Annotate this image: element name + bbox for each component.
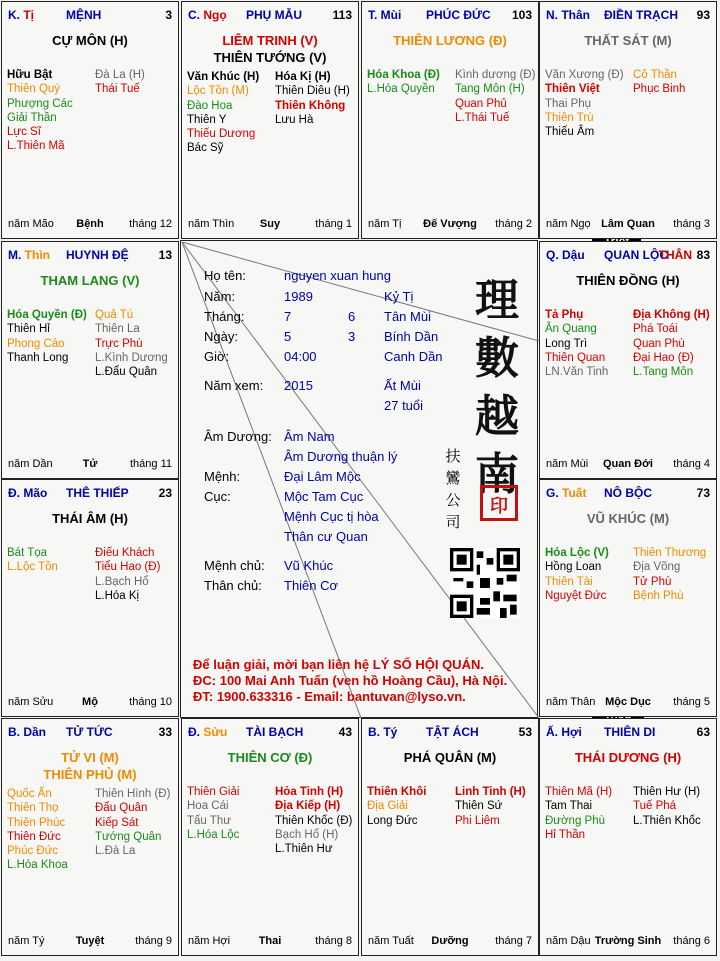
palace-header [188,725,352,741]
info-yinyang: Âm Nam [284,429,335,444]
main-star: LIÊM TRINH (V) [222,33,318,48]
minor-star: L.Tang Môn [633,366,694,379]
minor-star: Ân Quang [545,323,597,336]
minor-star: Hồng Loan [545,561,602,574]
palace-month: tháng 3 [673,218,710,230]
minor-star: Thiên Quý [7,83,61,96]
palace-branch: Q. Dậu [546,248,585,262]
minor-star: L.Bạch Hổ [95,575,149,588]
info-age: 27 tuổi [384,398,424,413]
logo-small-text: 扶 鸞 公 司 [445,447,461,531]
minor-star: Bạch Hổ (H) [275,828,339,841]
palace-month: tháng 11 [129,458,172,470]
palace-number: 113 [332,8,352,22]
palace-suu[interactable] [181,718,359,956]
palace-name: ĐIỀN TRẠCH [604,8,678,22]
qr-code-icon[interactable] [450,548,520,618]
minor-star: L.Hóa Khoa [7,859,68,872]
palace-header [546,725,710,741]
palace-month: tháng 7 [495,935,532,947]
main-stars [540,272,716,289]
info-month-a: 7 [284,309,292,324]
info-thanchu: Thiên Cơ [284,578,339,593]
palace-phase: Đế Vượng [423,218,477,230]
palace-phase: Suy [259,218,281,230]
palace-thin[interactable] [1,241,179,479]
main-stars [182,749,358,766]
minor-star: Thanh Long [7,351,69,364]
minor-star: Phục Binh [633,83,686,96]
palace-branch: C. Ngọ [188,8,227,22]
info-name: nguyen xuan hung [284,268,391,283]
minor-star: Tử Phù [633,575,672,588]
minor-star: L.Lộc Tồn [7,561,58,574]
info-hour-can: Canh Dần [384,349,443,364]
minor-star: Hóa Lộc (V) [545,547,609,559]
palace-name: THIÊN DI [604,725,656,739]
minor-star: Thiên Thọ [7,802,59,815]
minor-star: Đại Hao (Đ) [633,351,694,364]
contact-info [193,657,507,705]
minor-star: Hóa Khoa (Đ) [367,69,440,81]
minor-star: L.Hóa Quyền [367,83,435,96]
palace-name: PHÚC ĐỨC [426,8,491,22]
main-stars [2,32,178,49]
info-month-label: Tháng: [204,309,245,324]
palace-month: tháng 10 [129,696,172,708]
info-hour: 04:00 [284,349,317,364]
palace-header [8,8,172,24]
minor-star: Thái Tuế [95,83,140,96]
minor-star: Kình dương (Đ) [455,69,536,81]
palace-header [368,8,532,24]
minor-star: Địa Giải [367,800,408,813]
main-star: THÁI DƯƠNG (H) [574,750,682,765]
palace-year: năm Mùi [546,458,589,470]
palace-ty2[interactable] [361,718,539,956]
main-star: PHÁ QUÂN (M) [403,750,497,765]
main-stars [362,32,538,49]
minor-star: Phong Cáo [7,337,65,350]
main-star: THAM LANG (V) [40,273,140,288]
minor-star: Hỏa Tinh (H) [275,786,344,798]
minor-star: Long Trì [545,337,588,350]
info-menhchu: Vũ Khúc [284,558,334,573]
minor-star: Tuế Phá [633,800,677,813]
palace-tuat[interactable] [539,479,717,717]
minor-star: Long Đức [367,814,418,827]
minor-star: Bát Tọa [7,547,48,559]
info-yinyang-label: Âm Dương: [204,429,272,444]
info-cuc3: Thân cư Quan [284,529,368,544]
info-hour-label: Giờ: [204,349,230,364]
palace-name: HUYNH ĐỆ [66,248,129,262]
minor-star: Bác Sỹ [187,142,224,155]
main-stars [2,510,178,527]
palace-footer [368,218,532,232]
minor-star: Đẩu Quân [95,802,148,815]
minor-star: Hóa Kị (H) [275,71,331,83]
minor-star: L.Thiên Hư [275,843,333,856]
main-star: THIÊN ĐỒNG (H) [576,273,680,288]
palace-footer [546,935,710,949]
minor-star: Văn Khúc (H) [187,71,260,83]
minor-star: Đào Hoa [187,99,233,112]
palace-phase: Thai [258,935,282,947]
minor-star: L.Thái Tuế [455,111,510,124]
minor-star: Hóa Quyền (Đ) [7,309,87,321]
minor-star: Thiên Phúc [7,816,66,829]
main-stars [540,32,716,49]
minor-star: Văn Xương (Đ) [545,69,624,81]
palace-month: tháng 1 [315,218,352,230]
palace-footer [8,218,172,232]
info-name-label: Họ tên: [204,268,246,283]
minor-star: L.Thiên Khốc [633,814,701,827]
minor-star: Tấu Thư [187,814,231,827]
info-month-can: Tân Mùi [384,309,431,324]
minor-star: Thiên Giải [187,786,240,798]
palace-month: tháng 5 [673,696,710,708]
minor-star: Thiên La [95,323,140,336]
palace-name: TÀI BẠCH [246,725,304,739]
minor-star: LN.Văn Tinh [545,366,609,379]
minor-star: Linh Tinh (H) [455,786,526,798]
minor-star: Thiên Đức [7,830,61,843]
minor-star: Thiên Diêu (H) [275,85,350,98]
minor-star: Thiên Khôi [367,786,427,798]
info-day-label: Ngày: [204,329,238,344]
main-stars [540,510,716,527]
palace-number: 93 [696,8,710,22]
palace-month: tháng 8 [315,935,352,947]
palace-name: TẬT ÁCH [426,725,479,739]
info-cuc2: Mệnh Cục tị hòa [284,509,379,524]
palace-year: năm Tý [8,935,45,947]
info-menhchu-label: Mệnh chủ: [204,558,265,573]
red-seal-icon: 印 [480,485,518,521]
contact-line-2: ĐC: 100 Mai Anh Tuấn (ven hồ Hoàng Cầu), Hà Nội. [193,673,508,688]
palace-footer [546,458,710,472]
palace-month: tháng 6 [673,935,710,947]
minor-star: Thiên Thương [633,547,707,559]
minor-star: Lộc Tồn (M) [187,85,249,98]
main-stars [182,32,358,66]
palace-header [188,8,352,24]
palace-branch: B. Dần [8,725,47,739]
minor-star: Phi Liêm [455,814,500,827]
minor-star: Hoa Cái [187,800,229,813]
palace-number: 13 [158,248,172,262]
main-star: THIÊN PHỦ (M) [43,767,137,782]
info-menh-label: Mệnh: [204,469,241,484]
palace-phase: Quan Đới [603,458,653,470]
palace-name: MỆNH [66,8,102,22]
minor-star: Quả Tú [95,309,134,321]
minor-star: Thiên Sứ [455,800,503,813]
palace-number: 83 [696,248,710,262]
info-yinyang2: Âm Dương thuận lý [284,449,398,464]
minor-star: Cô Thần [633,69,677,81]
palace-header [546,248,710,264]
info-month-b: 6 [348,309,356,324]
info-view-can: Ất Mùi [384,378,421,393]
minor-star: Thiên Trù [545,111,594,124]
palace-month: tháng 2 [495,218,532,230]
palace-year: năm Hợi [188,935,231,947]
minor-star: Địa Không (H) [633,309,710,321]
main-star: THẤT SÁT (M) [584,33,672,48]
palace-phase: Dưỡng [431,935,469,947]
logo-calligraphy: 理 數 越 南 [475,275,519,500]
palace-number: 23 [158,486,172,500]
minor-star: Trực Phù [95,337,143,350]
palace-name: PHỤ MẪU [246,8,302,22]
minor-star: Thai Phụ [545,97,592,110]
main-star: VŨ KHÚC (M) [586,511,670,526]
palace-month: tháng 4 [673,458,710,470]
info-day-b: 3 [348,329,356,344]
palace-phase: Bệnh [76,218,104,230]
palace-footer [546,218,710,232]
minor-star: Thiếu Âm [545,126,595,139]
minor-star: Đường Phù [545,814,605,827]
minor-star: Thiên Y [187,113,227,126]
minor-star: Thiên Hỉ [7,323,50,336]
minor-star: Giải Thần [7,111,57,124]
palace-year: năm Thìn [188,218,235,230]
info-cuc-label: Cục: [204,489,231,504]
main-stars [362,749,538,766]
info-view-label: Năm xem: [204,378,264,393]
minor-star: Kiếp Sát [95,816,139,829]
palace-footer [8,696,172,710]
palace-hoi[interactable] [539,718,717,956]
minor-star: Bệnh Phù [633,589,684,602]
minor-star: Quốc Ấn [7,788,52,800]
palace-year: năm Mão [8,218,54,230]
minor-star: Địa Kiếp (H) [275,800,341,813]
palace-header [8,486,172,502]
palace-name: NÔ BỘC [604,486,652,500]
info-view: 2015 [284,378,313,393]
palace-branch: Đ. Mão [8,486,48,500]
minor-star: Địa Võng [633,561,681,574]
palace-footer [8,935,172,949]
main-star: TỬ VI (M) [61,750,119,765]
main-stars [540,749,716,766]
palace-phase: Tử [82,458,98,470]
palace-footer [188,218,352,232]
palace-number: 43 [338,725,352,739]
palace-extra: THÂN [658,248,692,262]
info-day-a: 5 [284,329,292,344]
palace-branch: Ấ. Hợi [546,725,582,739]
palace-branch: Đ. Sửu [188,725,228,739]
minor-star: Lực Sĩ [7,126,41,139]
minor-star: Phượng Các [7,97,73,110]
minor-star: Phá Toái [633,323,678,336]
palace-dan[interactable] [1,718,179,956]
contact-line-1: Để luận giải, mời bạn liên hệ LÝ SỐ HỘI QUÁN. [193,657,484,672]
minor-star: L.Đẩu Quân [95,366,158,379]
palace-phase: Mộc Dục [605,696,651,708]
minor-star: Thiên Khốc (Đ) [275,814,353,827]
palace-phase: Tuyệt [75,935,105,947]
palace-header [546,486,710,502]
minor-star: Thiên Mã (H) [545,786,613,798]
minor-star: L.Hóa Kị [95,589,140,602]
minor-star: Quan Phủ [455,97,507,110]
palace-number: 3 [165,8,172,22]
palace-name: QUAN LỘC [604,248,668,262]
palace-header [8,725,172,741]
main-star: THÁI ÂM (H) [52,511,128,526]
minor-star: L.Hóa Lộc [187,828,240,841]
main-stars [2,272,178,289]
palace-year: năm Ngọ [546,218,591,230]
palace-phase: Mộ [82,696,98,708]
palace-branch: B. Tý [368,725,398,739]
palace-year: năm Tuất [368,935,414,947]
minor-star: Tướng Quân [95,830,162,843]
info-thanchu-label: Thân chủ: [204,578,262,593]
minor-star: L.Kình Dương [95,351,168,364]
info-cuc: Mộc Tam Cục [284,489,364,504]
palace-name: THÊ THIẾP [66,486,129,500]
minor-star: Điếu Khách [95,547,155,559]
minor-star: Thiên Tài [545,575,593,588]
palace-branch: T. Mùi [368,8,402,22]
palace-number: 103 [511,8,532,22]
palace-branch: M. Thìn [8,248,50,262]
main-star: THIÊN TƯỚNG (V) [213,50,327,65]
minor-star: Hỉ Thần [545,828,586,841]
minor-star: Tang Môn (H) [455,83,525,96]
minor-star: Thiên Hình (Đ) [95,788,171,800]
info-menh: Đại Lâm Mộc [284,469,361,484]
contact-line-3[interactable]: ĐT: 1900.633316 - Email: bantuvan@lyso.vn. [193,689,466,704]
minor-star: Nguyệt Đức [545,589,607,602]
info-day-can: Bính Dần [384,329,439,344]
palace-year: năm Dần [8,458,53,470]
info-year: 1989 [284,289,313,304]
palace-year: năm Thân [546,696,596,708]
minor-star: L.Thiên Mã [7,140,65,153]
palace-ngo[interactable] [181,1,359,239]
palace-footer [8,458,172,472]
palace-branch: G. Tuất [546,486,587,500]
main-star: THIÊN CƠ (Đ) [227,750,313,765]
minor-star: Thiên Không [275,99,346,112]
minor-star: L.Đà La [95,845,136,858]
minor-star: Thiếu Dương [187,128,256,141]
minor-star: Tả Phụ [545,309,584,321]
minor-star: Tam Thai [545,800,593,813]
minor-star: Quan Phù [633,337,685,350]
minor-star: Thiên Quan [545,351,606,364]
main-stars [2,749,178,783]
palace-year: năm Sửu [8,696,54,708]
palace-ty[interactable] [1,1,179,239]
minor-star: Phúc Đức [7,845,59,858]
palace-mui[interactable] [361,1,539,239]
palace-number: 73 [696,486,710,500]
info-year-can: Kỷ Tị [384,289,414,304]
palace-footer [546,696,710,710]
palace-than[interactable] [539,1,717,239]
palace-branch: N. Thân [546,8,591,22]
main-star: THIÊN LƯƠNG (Đ) [393,33,507,48]
info-year-label: Năm: [204,289,236,304]
palace-header [8,248,172,264]
palace-footer [368,935,532,949]
palace-name: TỬ TỨC [66,725,113,739]
palace-footer [188,935,352,949]
minor-star: Thiên Hư (H) [633,786,701,798]
minor-star: Đà La (H) [95,69,145,81]
palace-year: năm Dậu [546,935,591,947]
palace-branch: K. Tị [8,8,35,22]
palace-header [546,8,710,24]
palace-number: 33 [158,725,172,739]
palace-number: 63 [696,725,710,739]
palace-month: tháng 9 [135,935,172,947]
palace-number: 53 [518,725,532,739]
palace-month: tháng 12 [129,218,172,230]
palace-dau[interactable] [539,241,717,479]
minor-star: Hữu Bật [7,69,53,81]
main-star: CỰ MÔN (H) [52,33,128,48]
palace-mao[interactable] [1,479,179,717]
palace-phase: Trường Sinh [594,935,662,947]
palace-phase: Lâm Quan [601,218,655,230]
palace-header [368,725,532,741]
minor-star: Thiên Việt [545,83,600,96]
palace-year: năm Tị [368,218,402,230]
minor-star: Tiểu Hao (Đ) [95,561,161,574]
minor-star: Lưu Hà [275,113,314,126]
